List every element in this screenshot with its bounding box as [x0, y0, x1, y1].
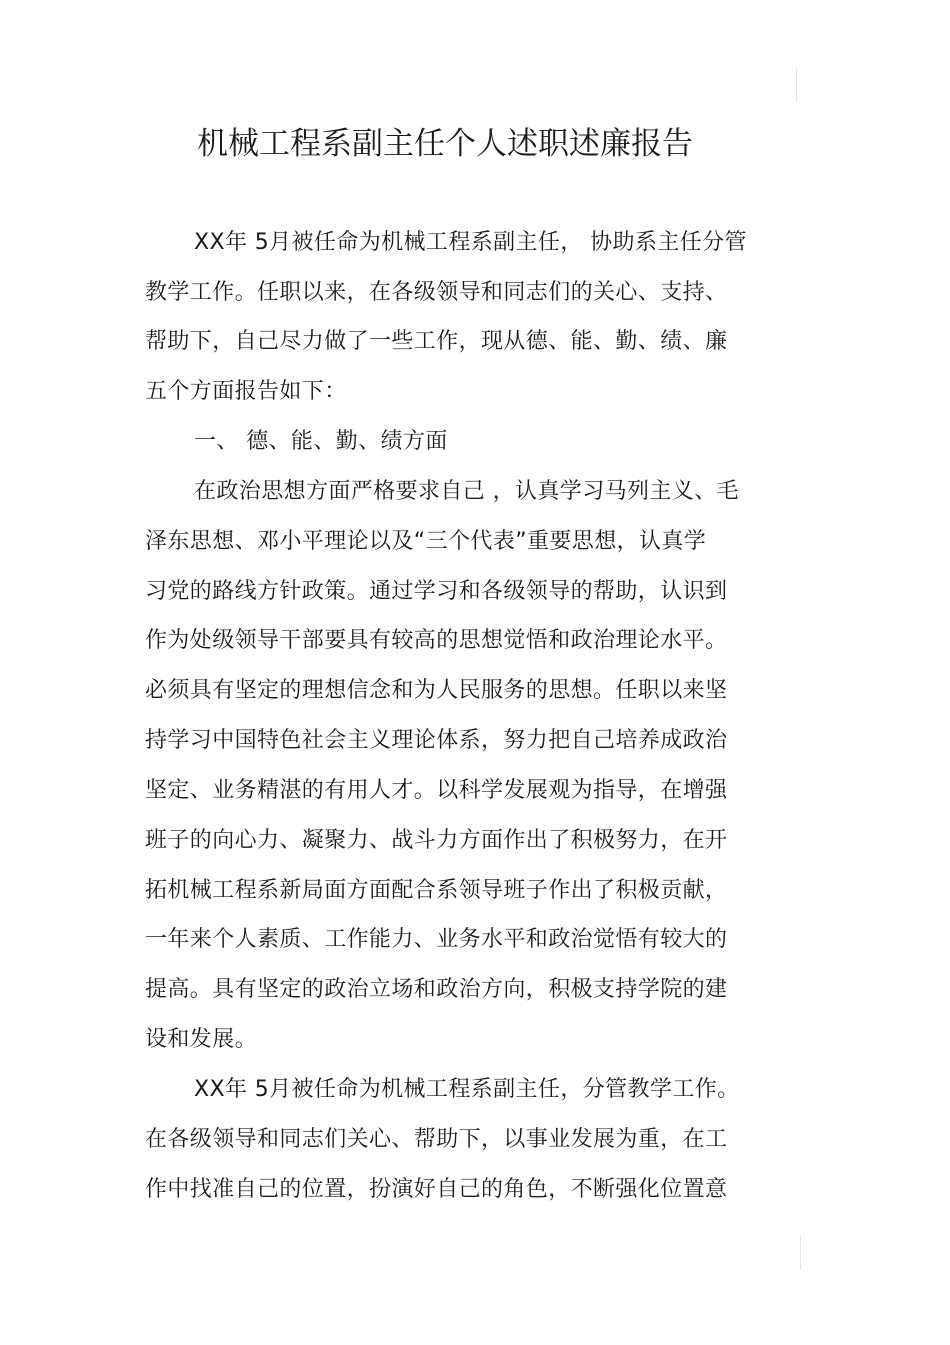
- page-edge-mark-top: [796, 68, 797, 102]
- paragraph-line: 提高。具有坚定的政治立场和政治方向，积极支持学院的建: [145, 977, 728, 1002]
- paragraph-line: 作中找准自己的位置，扮演好自己的角色，不断强化位置意: [145, 1177, 728, 1202]
- paragraph-line: 习党的路线方针政策。通过学习和各级领导的帮助，认识到: [145, 579, 728, 604]
- paragraph-line: 设和发展。: [145, 1027, 258, 1052]
- paragraph-line: 班子的向心力、凝聚力、战斗力方面作出了积极努力，在开: [145, 828, 728, 853]
- section-heading: 一、 德、能、勤、绩方面: [194, 429, 448, 454]
- paragraph-line: 泽东思想、邓小平理论以及“三个代表”重要思想，认真学: [145, 529, 707, 554]
- paragraph-line: 一年来个人素质、工作能力、业务水平和政治觉悟有较大的: [145, 927, 728, 952]
- paragraph-line: 作为处级领导干部要具有较高的思想觉悟和政治理论水平。: [145, 628, 728, 653]
- paragraph-line: 五个方面报告如下：: [145, 379, 347, 404]
- paragraph-line: 在各级领导和同志们关心、帮助下，以事业发展为重，在工: [145, 1127, 728, 1152]
- paragraph-line: 在政治思想方面严格要求自己 ，认真学习马列主义、毛: [194, 479, 739, 504]
- document-title: 机械工程系副主任个人述职述廉报告: [197, 126, 693, 162]
- paragraph-line: 教学工作。任职以来，在各级领导和同志们的关心、支持、: [145, 280, 728, 305]
- paragraph-line: 拓机械工程系新局面方面配合系领导班子作出了积极贡献，: [145, 878, 728, 903]
- paragraph-line: 必须具有坚定的理想信念和为人民服务的思想。任职以来坚: [145, 678, 728, 703]
- paragraph-line: 持学习中国特色社会主义理论体系，努力把自己培养成政治: [145, 728, 728, 753]
- paragraph-line: XX年 5月被任命为机械工程系副主任， 协助系主任分管: [194, 230, 747, 255]
- paragraph-line: 帮助下，自己尽力做了一些工作，现从德、能、勤、绩、廉: [145, 329, 728, 354]
- paragraph-line: XX年 5月被任命为机械工程系副主任，分管教学工作。: [194, 1077, 740, 1102]
- paragraph-line: 坚定、业务精湛的有用人才。以科学发展观为指导，在增强: [145, 778, 728, 803]
- page-edge-mark-bottom: [800, 1236, 801, 1270]
